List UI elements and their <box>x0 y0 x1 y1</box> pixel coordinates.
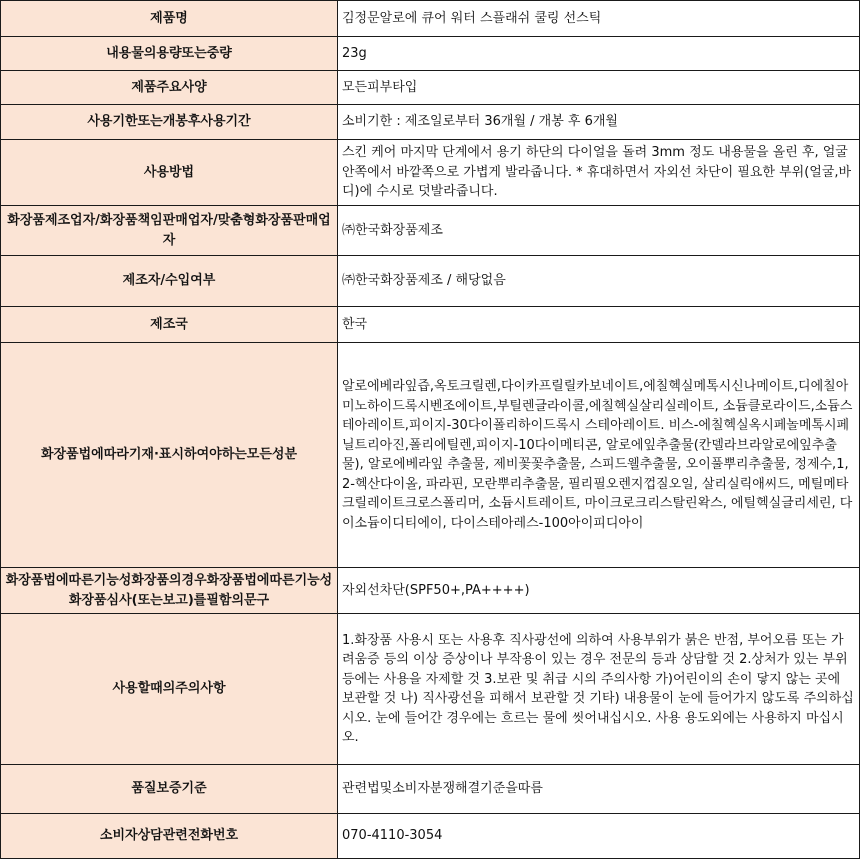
row-label-main-spec: 제품주요사양 <box>1 71 338 105</box>
row-value-ingredients: 알로에베라잎즙,옥토크릴렌,다이카프릴릴카보네이트,에칠헥실메톡시신나메이트,디에칠아미노하이드록시벤조에이트,부틸렌글라이콜,에칠헥실살리실레이트, 소듐클로라이드,소듐스테아레이트,피이지-30다이폴리하이드록시 스테아레이트. 비스-에칠헥실옥시페놀메톡시페닐트리아진,폴리에틸렌,피이지-10다이메티콘, 알로에잎추출물(칸델라브라알로에잎추출물), 알로에베라잎 추출물, 제비꽃꽃추출물, 스피드웰추출물, 오이풀뿌리추출물, 정제수,1,2-헥산다이올, 파라핀, 모란뿌리추출물, 필리필오렌지껍질오일, 살리실릭애씨드, 메틸메타크릴레이트크로스폴리머, 소듐시트레이트, 마이크로크리스탈린왁스, 에틸헥실글리세린, 다이소듐이디티에이, 다이스테아레스-100아이피디아이 <box>338 343 860 568</box>
table-row <box>1 37 860 71</box>
row-value-functional-cosmetic: 자외선차단(SPF50+,PA++++) <box>338 568 860 614</box>
table-row <box>1 71 860 105</box>
row-label-manufacturer-seller: 화장품제조업자/화장품책임판매업자/맞춤형화장품판매업자 <box>1 206 338 256</box>
row-value-country: 한국 <box>338 307 860 343</box>
row-value-cautions: 1.화장품 사용시 또는 사용후 직사광선에 의하여 사용부위가 붉은 반점, 부어오름 또는 가려움증 등의 이상 증상이나 부작용이 있는 경우 전문의 등과 상담할 것 2.상처가 있는 부위 등에는 사용을 자제할 것 3.보관 및 취급 시의 주의사항 가)어린이의 손이 닿지 않는 곳에 보관할 것 나) 직사광선을 피해서 보관할 것 기타) 내용물이 눈에 들어가지 않도록 주의하십시오. 눈에 들어간 경우에는 흐르는 물에 씻어내십시오. 사용 용도외에는 사용하지 마십시오. <box>338 614 860 765</box>
row-label-product-name: 제품명 <box>1 1 338 37</box>
table-row <box>1 614 860 765</box>
table-row <box>1 206 860 256</box>
row-label-usage: 사용방법 <box>1 140 338 206</box>
row-label-volume: 내용물의용량또는중량 <box>1 37 338 71</box>
row-value-expiry: 소비기한 : 제조일로부터 36개월 / 개봉 후 6개월 <box>338 105 860 140</box>
row-value-product-name: 김정문알로에 큐어 워터 스플래쉬 쿨링 선스틱 <box>338 1 860 37</box>
table-row <box>1 256 860 307</box>
row-value-customer-phone: 070-4110-3054 <box>338 814 860 859</box>
row-value-volume: 23g <box>338 37 860 71</box>
row-value-manufacturer-import: ㈜한국화장품제조 / 해당없음 <box>338 256 860 307</box>
table-row <box>1 140 860 206</box>
table-row <box>1 307 860 343</box>
row-value-main-spec: 모든피부타입 <box>338 71 860 105</box>
row-label-expiry: 사용기한또는개봉후사용기간 <box>1 105 338 140</box>
row-label-functional-cosmetic: 화장품법에따른기능성화장품의경우화장품법에따른기능성화장품심사(또는보고)를필함의문구 <box>1 568 338 614</box>
row-label-quality-standard: 품질보증기준 <box>1 765 338 814</box>
row-label-customer-phone: 소비자상담관련전화번호 <box>1 814 338 859</box>
table-row <box>1 1 860 37</box>
row-label-country: 제조국 <box>1 307 338 343</box>
table-row <box>1 814 860 859</box>
row-value-usage: 스킨 케어 마지막 단계에서 용기 하단의 다이얼을 돌려 3mm 정도 내용물을 올린 후, 얼굴 안쪽에서 바깥쪽으로 가볍게 발라줍니다. * 휴대하면서 자외선 차단이 필요한 부위(얼굴,바디)에 수시로 덧발라줍니다. <box>338 140 860 206</box>
table-row <box>1 765 860 814</box>
row-label-manufacturer-import: 제조자/수입여부 <box>1 256 338 307</box>
table-row <box>1 568 860 614</box>
row-label-cautions: 사용할때의주의사항 <box>1 614 338 765</box>
table-row <box>1 343 860 568</box>
table-row <box>1 105 860 140</box>
row-value-manufacturer-seller: ㈜한국화장품제조 <box>338 206 860 256</box>
row-label-ingredients: 화장품법에따라기재·표시하여야하는모든성분 <box>1 343 338 568</box>
row-value-quality-standard: 관련법및소비자분쟁해결기준을따름 <box>338 765 860 814</box>
